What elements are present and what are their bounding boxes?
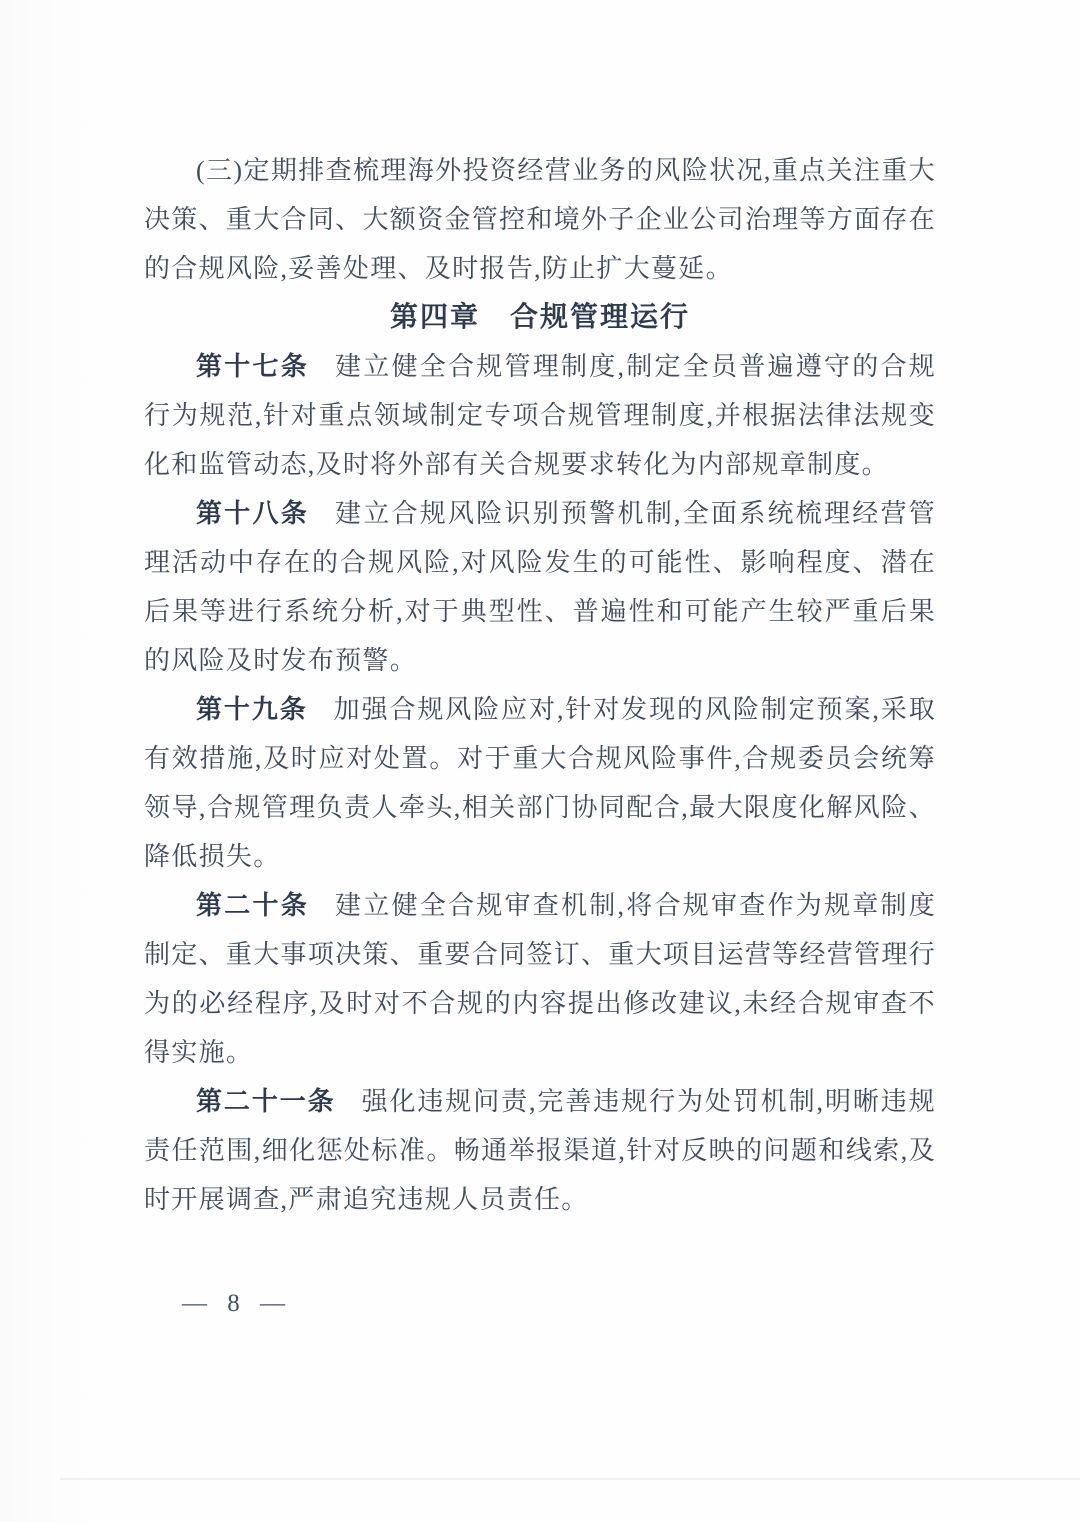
article-20 [144, 881, 936, 1077]
article-18 [144, 489, 936, 685]
article-19-number: 第十九条 [196, 695, 308, 724]
page-number: — 8 — [182, 1290, 292, 1317]
continuation-paragraph: (三)定期排查梳理海外投资经营业务的风险状况,重点关注重大决策、重大合同、大额资金管控和境外子企业公司治理等方面存在的合规风险,妥善处理、及时报告,防止扩大蔓延。 [144, 156, 936, 283]
article-21-number: 第二十一条 [196, 1087, 336, 1116]
article-20-number: 第二十条 [196, 891, 309, 920]
article-19-text: 加强合规风险应对,针对发现的风险制定预案,采取有效措施,及时应对处置。对于重大合规风险事件,合规委员会统筹领导,合规管理负责人牵头,相关部门协同配合,最大限度化解风险、降低损失。 [144, 695, 937, 871]
article-17-number: 第十七条 [196, 352, 309, 381]
article-21-text: 强化违规问责,完善违规行为处罚机制,明晰违规责任范围,细化惩处标准。畅通举报渠道,针对反映的问题和线索,及时开展调查,严肃追究违规人员责任。 [144, 1087, 936, 1214]
article-20-text: 建立健全合规审查机制,将合规审查作为规章制度制定、重大事项决策、重要合同签订、重大项目运营等经营管理行为的必经程序,及时对不合规的内容提出修改建议,未经合规审查不得实施。 [144, 891, 936, 1067]
article-18-text: 建立合规风险识别预警机制,全面系统梳理经营管理活动中存在的合规风险,对风险发生的可能性、影响程度、潜在后果等进行系统分析,对于典型性、普遍性和可能产生较严重后果的风险及时发布预警。 [144, 499, 936, 675]
scan-edge-artifact [60, 1478, 1080, 1480]
article-17-text: 建立健全合规管理制度,制定全员普遍遵守的合规行为规范,针对重点领域制定专项合规管理制度,并根据法律法规变化和监管动态,及时将外部有关合规要求转化为内部规章制度。 [144, 352, 936, 479]
article-17 [144, 342, 936, 489]
chapter-heading: 第四章 合规管理运行 [389, 302, 690, 333]
article-18-number: 第十八条 [196, 499, 309, 528]
page-content [144, 146, 936, 1224]
article-21 [144, 1077, 936, 1224]
article-19 [144, 685, 936, 881]
